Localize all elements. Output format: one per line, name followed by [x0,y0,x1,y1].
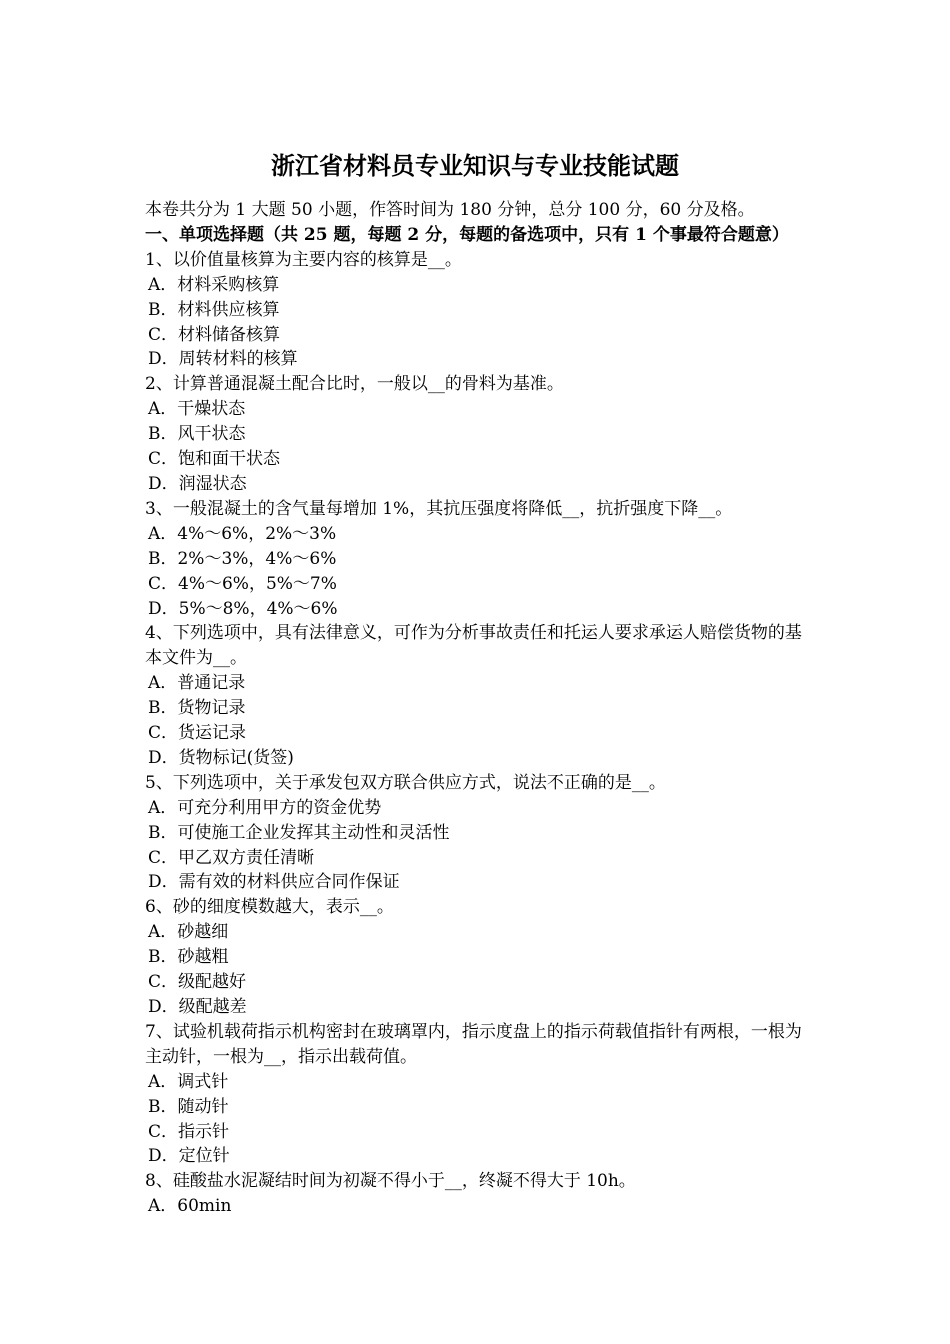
option-d: D．周转材料的核算 [148,349,298,370]
question-stem: 7、试验机载荷指示机构密封在玻璃罩内，指示度盘上的指示荷载值指针有两根，一根为主动针，一根为__，指示出载荷值。 [145,1021,802,1067]
option-d: D．货物标记(货签) [148,747,294,768]
question-5 [145,771,815,896]
option-c: C．材料储备核算 [148,324,281,345]
option-c: C．饱和面干状态 [148,449,281,470]
document-title: 浙江省材料员专业知识与专业技能试题 [271,151,679,180]
option-b: B．材料供应核算 [148,299,280,320]
option-a: A．调式针 [148,1071,229,1092]
question-7 [145,1020,815,1169]
question-stem: 3、一般混凝土的含气量每增加 1%，其抗压强度将降低__，抗折强度下降__。 [145,498,733,519]
question-6 [145,895,815,1020]
exam-intro: 本卷共分为 1 大题 50 小题，作答时间为 180 分钟，总分 100 分，60 分及格。 [145,200,755,220]
option-b: B．随动针 [148,1096,229,1117]
option-a: A．可充分利用甲方的资金优势 [148,797,382,818]
question-stem: 4、下列选项中，具有法律意义，可作为分析事故责任和托运人要求承运人赔偿货物的基本文件为__。 [145,623,802,669]
question-2 [145,372,815,497]
option-a: A．4%～6%，2%～3% [148,523,337,544]
question-1 [145,248,815,373]
option-c: C．甲乙双方责任清晰 [148,847,315,868]
question-stem: 8、硅酸盐水泥凝结时间为初凝不得小于__，终凝不得大于 10h。 [145,1171,636,1192]
option-b: B．货物记录 [148,698,246,719]
option-c: C．级配越好 [148,972,247,993]
question-stem: 6、砂的细度模数越大，表示__。 [145,897,394,918]
question-3 [145,497,815,622]
option-b: B．砂越粗 [148,947,229,968]
option-d: D．级配越差 [148,997,247,1017]
option-c: C．4%～6%，5%～7% [148,573,337,594]
option-b: B．风干状态 [148,424,246,445]
option-d: D．润湿状态 [148,473,247,494]
option-d: D．定位针 [148,1146,230,1167]
option-a: A．60min [148,1196,232,1217]
question-stem: 5、下列选项中，关于承发包双方联合供应方式，说法不正确的是__。 [145,772,666,793]
option-d: D．5%～8%，4%～6% [148,598,338,619]
question-stem: 1、以价值量核算为主要内容的核算是__。 [145,249,462,270]
section-heading: 一、单项选择题（共 25 题，每题 2 分，每题的备选项中，只有 1 个事最符合题意） [145,224,789,245]
option-b: B．可使施工企业发挥其主动性和灵活性 [148,822,450,843]
question-stem: 2、计算普通混凝土配合比时，一般以__的骨料为基准。 [145,374,564,395]
option-c: C．指示针 [148,1121,230,1142]
option-a: A．材料采购核算 [148,274,280,295]
option-d: D．需有效的材料供应合同作保证 [148,872,400,893]
option-a: A．普通记录 [148,673,246,694]
option-a: A．干燥状态 [148,399,246,420]
option-a: A．砂越细 [148,922,229,943]
option-c: C．货运记录 [148,723,247,744]
option-b: B．2%～3%，4%～6% [148,548,337,569]
question-4 [145,621,815,770]
document-body [145,198,815,1219]
question-8 [145,1169,815,1219]
